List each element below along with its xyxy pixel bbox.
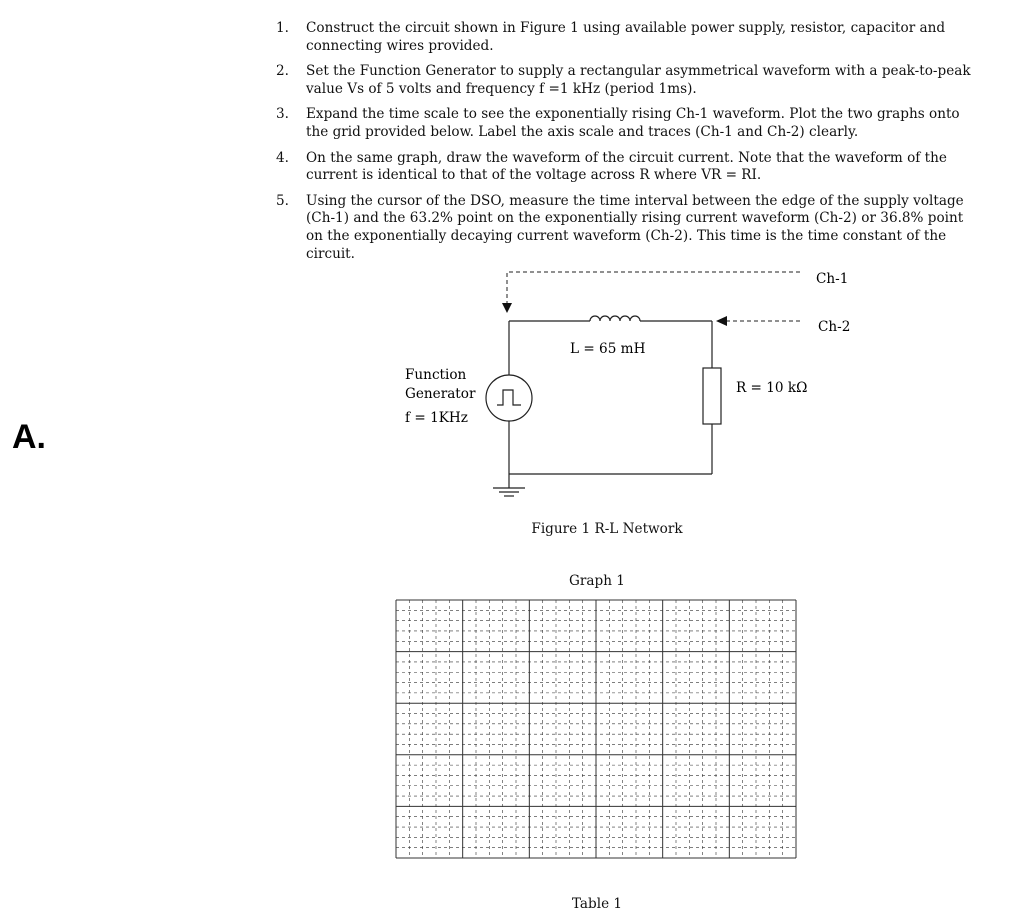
source-label-line2: Generator — [405, 386, 476, 402]
figure-caption: Figure 1 R-L Network — [531, 521, 683, 537]
step-number: 2. — [276, 63, 289, 80]
graph-title: Graph 1 — [569, 573, 625, 589]
ch1-label: Ch-1 — [816, 271, 849, 287]
resistor-icon — [703, 368, 721, 424]
ch1-probe-line — [507, 272, 800, 305]
inductor-label: L = 65 mH — [570, 341, 646, 357]
step-text: Set the Function Generator to supply a rectangular asymmetrical waveform with a peak-to-peak value Vs of 5 volts and frequency f =1 kHz (period 1ms). — [306, 63, 971, 97]
source-label-line1: Function — [405, 367, 467, 383]
step-text: Using the cursor of the DSO, measure the time interval between the edge of the supply voltage (Ch-1) and the 63.2% point on the exponentially rising current waveform (Ch-2) or 36.8% point on the exponentially decaying current waveform (Ch-2). This time is the time constant of the circuit. — [306, 192, 964, 262]
function-generator-icon — [486, 375, 532, 421]
step-text: Expand the time scale to see the exponentially rising Ch-1 waveform. Plot the two graphs onto the grid provided below. Label the axis scale and traces (Ch-1 and Ch-2) clearly. — [306, 106, 960, 140]
table-caption: Table 1 — [571, 896, 623, 912]
step-text: On the same graph, draw the waveform of the circuit current. Note that the waveform of the current is identical to that of the voltage across R where VR = RI. — [306, 149, 947, 184]
section-label: A. — [12, 418, 46, 456]
ch2-label: Ch-2 — [818, 319, 851, 335]
step-number: 1. — [276, 20, 289, 36]
source-label-line3: f = 1KHz — [405, 410, 468, 426]
graph-grid — [395, 599, 797, 859]
inductor-icon — [590, 316, 640, 321]
step-number: 3. — [276, 106, 289, 123]
ch2-arrow-icon — [716, 316, 727, 326]
step-number: 5. — [276, 192, 289, 209]
ch1-arrow-icon — [502, 303, 512, 313]
step-number: 4. — [276, 149, 289, 166]
step-text: Construct the circuit shown in Figure 1 using available power supply, resistor, capacitor and connecting wires provided. — [306, 20, 946, 54]
resistor-label: R = 10 kΩ — [736, 380, 808, 396]
